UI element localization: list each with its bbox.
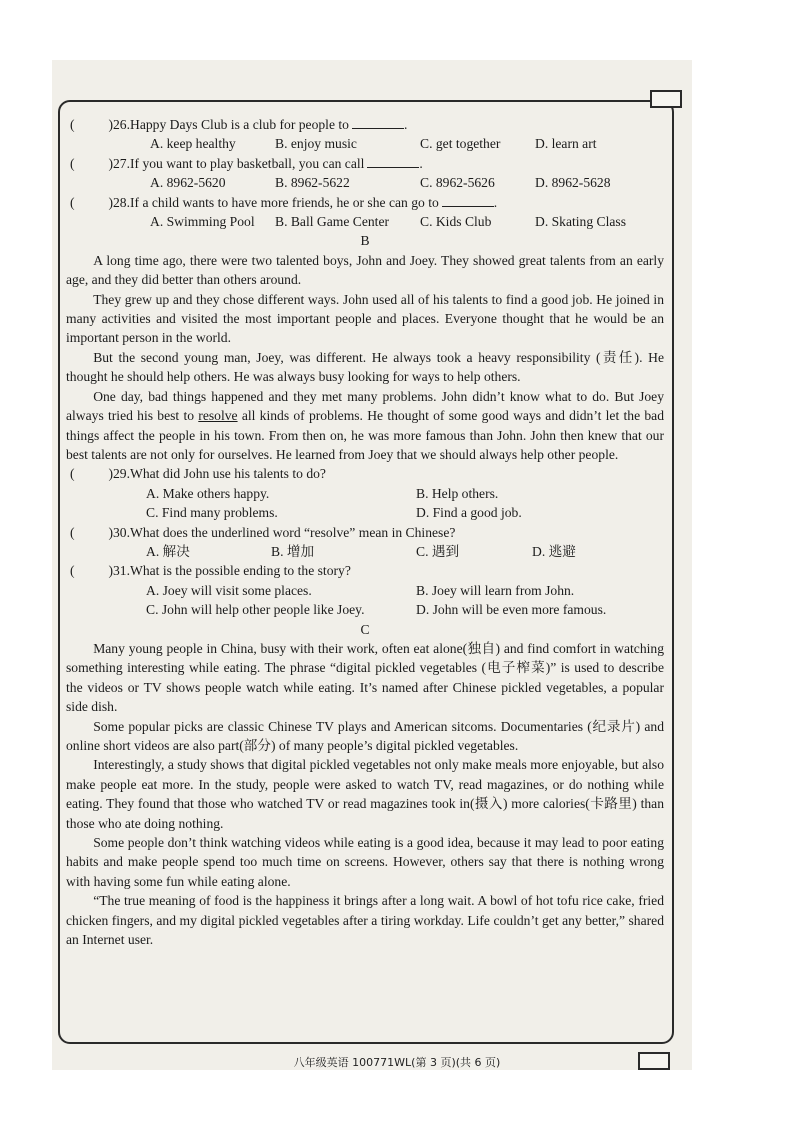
answer-blank	[442, 194, 494, 207]
passage-c-paragraph: “The true meaning of food is the happiness it brings after a long wait. A bowl of hot tofu rice cake, fried chicken fingers, and my digital pickled vegetables after a tiring workday. Life couldn’t get any better,” shared an Internet user.	[66, 893, 664, 948]
option-c: C. John will help other people like Joey.	[146, 602, 365, 618]
section-heading-b: B	[360, 233, 370, 249]
option-d: D. Skating Class	[535, 214, 627, 230]
option-c: C. get together	[420, 136, 501, 152]
question-29-options	[66, 484, 664, 503]
underlined-word: resolve	[198, 408, 238, 424]
option-d: D. learn art	[535, 136, 597, 152]
passage-c-paragraph: Interestingly, a study shows that digital pickled vegetables not only make meals more enjoyable, but also make people eat more. In the study, people were asked to watch TV, read magazines, or do nothing while eating. They found that those who watched TV or read magazines took in(摄入) more calories(卡路里) than those who ate doing nothing.	[66, 757, 664, 831]
passage-c-paragraph: Many young people in China, busy with their work, often eat alone(独自) and find comfort in watching something interesting while eating. The phrase “digital pickled vegetables (电子榨菜)” is used to describe the videos or TV shows people watch while eating. It’s named after Chinese pickled vegetables, a popular side dish.	[66, 640, 664, 715]
answer-blank	[352, 116, 404, 129]
answer-paren: ( )28.	[70, 194, 130, 210]
question-stem: If a child wants to have more friends, he or she can go to	[130, 194, 439, 210]
option-b: B. Joey will learn from John.	[416, 582, 575, 598]
question-31-options	[66, 600, 664, 619]
option-d: D. John will be even more famous.	[416, 602, 607, 618]
question-31	[66, 561, 664, 580]
option-c: C. 遇到	[416, 543, 460, 559]
option-b: B. Help others.	[416, 485, 499, 501]
passage-c-paragraph: Some people don’t think watching videos while eating is a good idea, because it may lead to poor eating habits and make people spend too much time on screens. However, others say that there is nothing wrong with having some fun while eating alone.	[66, 835, 664, 889]
option-d: D. 8962-5628	[535, 175, 611, 191]
question-29	[66, 464, 664, 483]
question-28: ( )28. If a child wants to have more friends, he or she can go to .	[66, 193, 664, 212]
question-27-options	[66, 173, 664, 192]
option-c: C. Find many problems.	[146, 505, 278, 521]
option-b: B. Ball Game Center	[275, 214, 390, 230]
answer-paren: ( )30.	[70, 524, 130, 540]
option-c: C. Kids Club	[420, 214, 492, 230]
answer-paren: ( )26.	[70, 117, 130, 132]
corner-box-top	[650, 90, 682, 108]
option-b: B. 8962-5622	[275, 175, 350, 191]
passage-b-paragraph: But the second young man, Joey, was different. He always took a heavy responsibility (责任). He thought he should help others. He was always busy looking for ways to help others.	[66, 349, 664, 385]
option-d: D. 逃避	[532, 543, 576, 559]
answer-paren: ( )27.	[70, 155, 130, 171]
question-26-options	[66, 134, 664, 153]
question-29-options	[66, 503, 664, 522]
option-d: D. Find a good job.	[416, 505, 522, 521]
option-a: A. 8962-5620	[150, 175, 226, 191]
option-a: A. keep healthy	[150, 136, 236, 152]
option-a: A. 解决	[146, 543, 190, 559]
option-b: B. 增加	[271, 543, 315, 559]
answer-paren: ( )29.	[70, 466, 130, 482]
question-28-options	[66, 212, 664, 231]
question-27: ( )27. If you want to play basketball, you can call .	[66, 154, 664, 173]
option-b: B. enjoy music	[275, 136, 357, 152]
page-footer: 八年级英语 100771WL(第 3 页)(共 6 页)	[293, 1056, 501, 1069]
passage-b-paragraph: A long time ago, there were two talented boys, John and Joey. They showed great talents from an early age, and they did better than others around.	[66, 252, 664, 288]
question-stem: What does the underlined word “resolve” mean in Chinese?	[130, 524, 456, 540]
question-30-options	[66, 542, 664, 561]
passage-c-paragraph: Some popular picks are classic Chinese TV plays and American sitcoms. Documentaries (纪录片) and online short videos are also part(部分) of many people’s digital pickled vegetables.	[66, 718, 664, 753]
answer-paren: ( )31.	[70, 563, 130, 579]
answer-blank	[367, 155, 419, 168]
section-heading-c: C	[360, 621, 370, 637]
option-a: A. Swimming Pool	[150, 214, 255, 230]
question-stem: What did John use his talents to do?	[130, 466, 326, 482]
option-a: A. Make others happy.	[146, 485, 270, 501]
option-a: A. Joey will visit some places.	[146, 582, 312, 598]
question-31-options	[66, 581, 664, 600]
question-stem: If you want to play basketball, you can call	[130, 155, 365, 171]
question-26: ( )26. Happy Days Club is a club for people to .	[66, 115, 664, 134]
question-30	[66, 523, 664, 542]
passage-b-paragraph: One day, bad things happened and they met many problems. John didn’t know what to do. But Joey always tried his best to resolve all kinds of problems. He thought of some good ways and didn’t let the bad things affect the people in his town. From then on, he was more famous than John. John then knew that our best talents are not only for ourselves. He learned from Joey that we should always help other people.	[66, 388, 664, 462]
option-c: C. 8962-5626	[420, 175, 495, 191]
question-stem: What is the possible ending to the story?	[130, 563, 351, 579]
question-stem: Happy Days Club is a club for people to	[130, 117, 349, 132]
passage-b-paragraph: They grew up and they chose different ways. John used all of his talents to find a good job. He joined in many activities and visited the most important people and places. Everyone thought that he would be an important person in the world.	[66, 291, 664, 346]
exam-content	[66, 115, 664, 949]
